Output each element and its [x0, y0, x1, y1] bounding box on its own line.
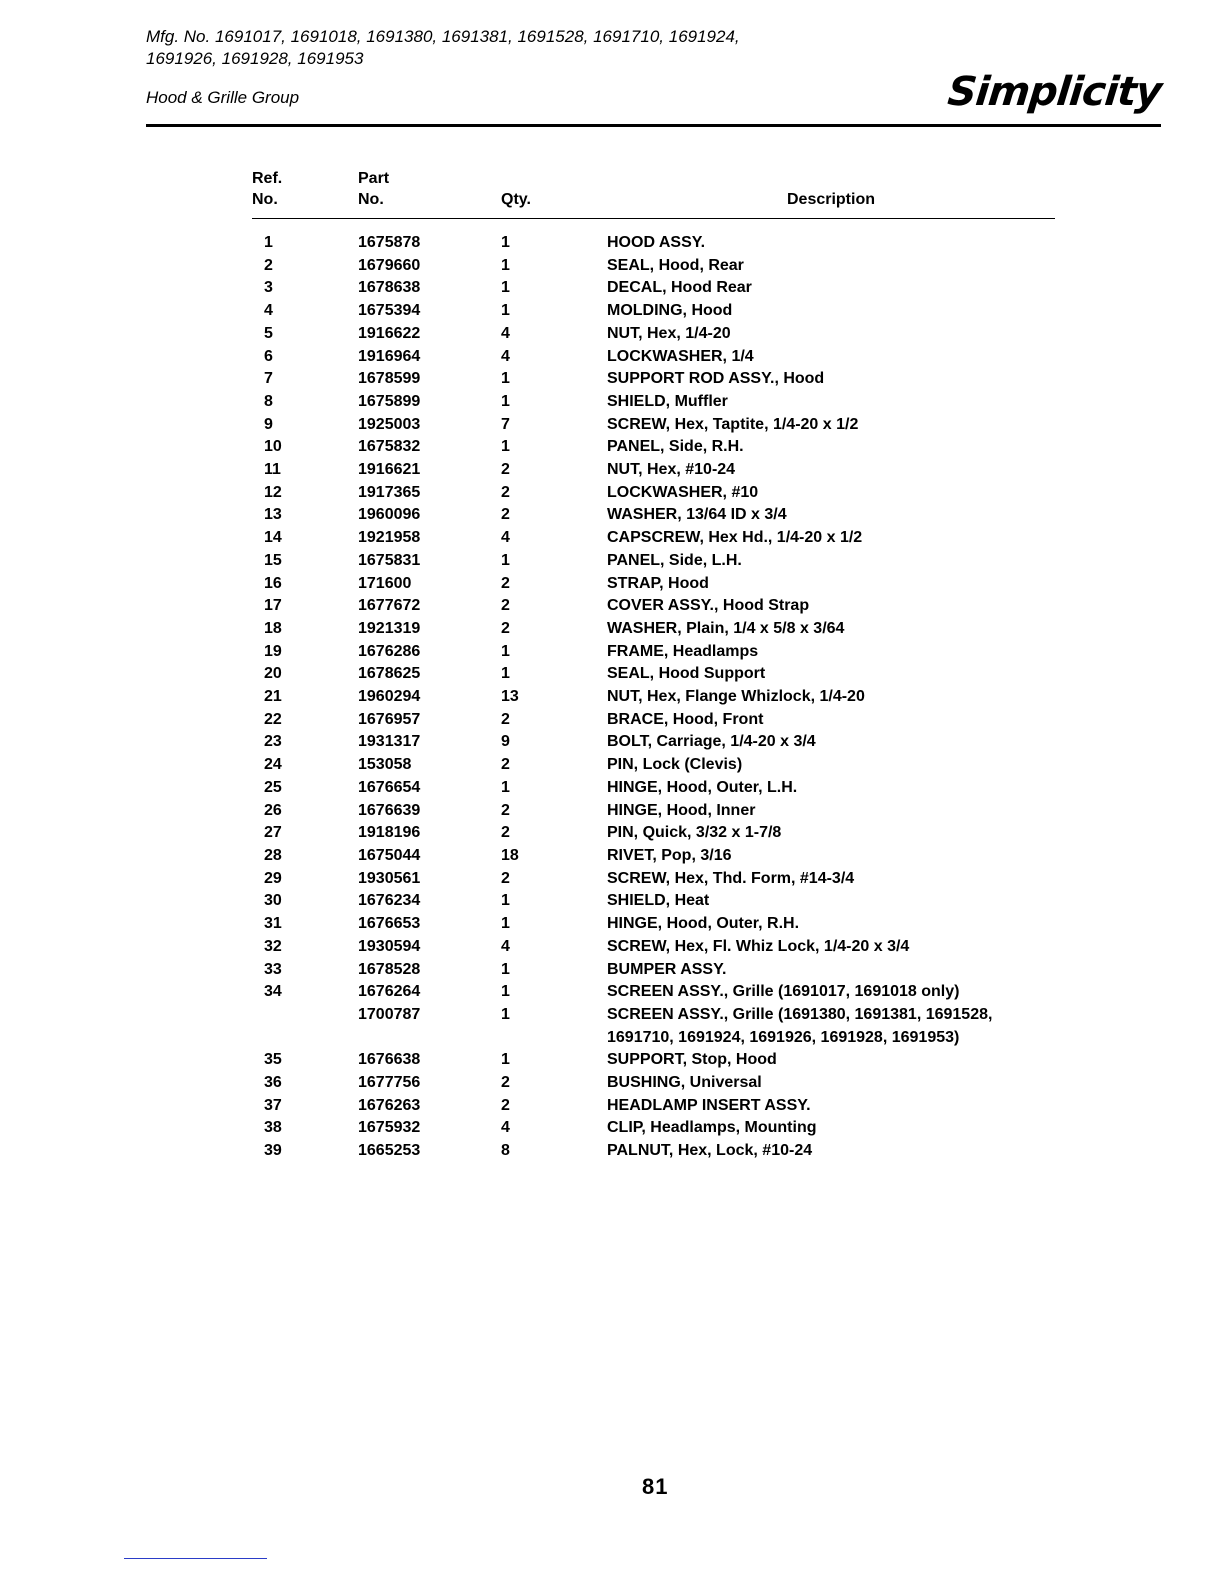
table-row	[252, 277, 1055, 300]
row-description: PALNUT, Hex, Lock, #10-24	[607, 1142, 813, 1160]
row-ref-no: 1	[264, 234, 273, 251]
row-description: WASHER, 13/64 ID x 3/4	[607, 506, 787, 524]
row-part-no: 1916622	[358, 324, 421, 342]
section-title: Hood & Grille Group	[146, 88, 300, 107]
row-ref-no: 35	[264, 1051, 282, 1069]
row-part-no: 1676286	[358, 642, 421, 660]
table-row	[252, 527, 1055, 550]
table-row	[252, 709, 1055, 732]
row-part-no: 1676654	[358, 778, 421, 796]
row-description: HINGE, Hood, Inner	[607, 801, 756, 819]
row-qty: 4	[501, 1119, 510, 1137]
row-part-no: 1960294	[358, 688, 421, 706]
row-qty: 2	[501, 710, 510, 728]
table-row	[252, 1004, 1055, 1049]
row-qty: 8	[501, 1142, 510, 1160]
brand-logo: Simplicity	[945, 69, 1164, 115]
row-description: CLIP, Headlamps, Mounting	[607, 1119, 817, 1137]
row-description: SUPPORT, Stop, Hood	[607, 1051, 777, 1069]
row-part-no: 1676638	[358, 1051, 421, 1069]
row-qty: 1	[501, 279, 510, 297]
row-qty: 2	[501, 461, 510, 479]
table-row	[252, 482, 1055, 505]
row-qty: 1	[501, 1051, 510, 1069]
mfg-numbers	[146, 26, 906, 70]
table-row	[252, 346, 1055, 369]
table-row	[252, 1049, 1055, 1072]
row-part-no: 1931317	[358, 733, 421, 751]
row-description: PANEL, Side, L.H.	[607, 551, 742, 569]
table-row	[252, 323, 1055, 346]
row-description: BOLT, Carriage, 1/4-20 x 3/4	[607, 733, 816, 751]
col-header-part: Part No.	[358, 168, 501, 219]
row-part-no: 1676263	[358, 1096, 421, 1114]
row-qty: 1	[501, 1005, 510, 1023]
table-row	[252, 641, 1055, 664]
col-header-ref: Ref. No.	[252, 168, 358, 219]
row-description: SCREW, Hex, Thd. Form, #14-3/4	[607, 869, 855, 887]
row-ref-no: 29	[264, 869, 282, 887]
row-description: CAPSCREW, Hex Hd., 1/4-20 x 1/2	[607, 529, 863, 547]
row-description: NUT, Hex, Flange Whizlock, 1/4-20	[607, 688, 865, 706]
parts-table	[252, 168, 1055, 1163]
row-qty: 9	[501, 733, 510, 751]
row-part-no: 1676234	[358, 892, 421, 910]
row-part-no: 1677756	[358, 1074, 421, 1092]
table-row	[252, 1095, 1055, 1118]
table-row	[252, 731, 1055, 754]
row-qty: 4	[501, 347, 510, 365]
table-row	[252, 504, 1055, 527]
row-qty: 1	[501, 665, 510, 683]
row-ref-no: 13	[264, 506, 282, 524]
row-part-no: 1921958	[358, 529, 421, 547]
row-qty: 18	[501, 846, 519, 864]
row-ref-no: 5	[264, 324, 273, 342]
page-number: 81	[642, 1474, 669, 1499]
row-qty: 1	[501, 551, 510, 569]
table-row	[252, 845, 1055, 868]
table-row	[252, 868, 1055, 891]
row-qty: 2	[501, 824, 510, 842]
footer-line	[124, 1558, 267, 1559]
row-qty: 1	[501, 302, 510, 320]
table-row	[252, 754, 1055, 777]
row-description: LOCKWASHER, 1/4	[607, 347, 754, 365]
table-row	[252, 981, 1055, 1004]
table-row	[252, 219, 1055, 255]
row-description-continued: 1691710, 1691924, 1691926, 1691928, 1691953)	[607, 1028, 960, 1046]
table-row	[252, 368, 1055, 391]
row-description: NUT, Hex, 1/4-20	[607, 324, 731, 342]
row-qty: 1	[501, 960, 510, 978]
table-row	[252, 822, 1055, 845]
row-qty: 1	[501, 370, 510, 388]
row-qty: 4	[501, 937, 510, 955]
row-description: WASHER, Plain, 1/4 x 5/8 x 3/64	[607, 619, 845, 637]
row-ref-no: 36	[264, 1074, 282, 1092]
row-ref-no: 32	[264, 937, 282, 955]
row-description: SCREEN ASSY., Grille (1691017, 1691018 only)	[607, 983, 960, 1001]
table-row	[252, 1072, 1055, 1095]
row-qty: 1	[501, 778, 510, 796]
row-part-no: 1676264	[358, 983, 421, 1001]
table-row	[252, 595, 1055, 618]
table-row	[252, 913, 1055, 936]
row-part-no: 1675899	[358, 392, 421, 410]
table-row	[252, 391, 1055, 414]
row-description: HEADLAMP INSERT ASSY.	[607, 1096, 811, 1114]
row-part-no: 1916964	[358, 347, 421, 365]
table-row	[252, 686, 1055, 709]
row-qty: 1	[501, 983, 510, 1001]
row-qty: 2	[501, 1074, 510, 1092]
table-row	[252, 550, 1055, 573]
table-row	[252, 800, 1055, 823]
row-ref-no: 33	[264, 960, 282, 978]
row-qty: 1	[501, 256, 510, 274]
table-row	[252, 777, 1055, 800]
row-description: MOLDING, Hood	[607, 302, 733, 320]
row-ref-no: 19	[264, 642, 282, 660]
mfg-numbers-line1: Mfg. No. 1691017, 1691018, 1691380, 1691381, 1691528, 1691710, 1691924,	[146, 27, 740, 46]
table-row	[252, 1117, 1055, 1140]
row-part-no: 1679660	[358, 256, 421, 274]
row-ref-no: 20	[264, 665, 282, 683]
row-description: SEAL, Hood, Rear	[607, 256, 744, 274]
row-ref-no: 4	[264, 302, 273, 320]
row-ref-no: 26	[264, 801, 282, 819]
row-description: PANEL, Side, R.H.	[607, 438, 744, 456]
row-part-no: 1930594	[358, 937, 421, 955]
row-qty: 1	[501, 234, 510, 251]
row-ref-no: 25	[264, 778, 282, 796]
row-ref-no: 8	[264, 392, 273, 410]
table-header-row	[252, 168, 1055, 219]
row-description: SCREW, Hex, Fl. Whiz Lock, 1/4-20 x 3/4	[607, 937, 910, 955]
col-header-description: Description	[607, 168, 1055, 219]
row-ref-no: 16	[264, 574, 282, 592]
row-ref-no: 30	[264, 892, 282, 910]
row-description: NUT, Hex, #10-24	[607, 461, 736, 479]
row-qty: 1	[501, 642, 510, 660]
row-description: RIVET, Pop, 3/16	[607, 846, 732, 864]
row-qty: 1	[501, 915, 510, 933]
row-ref-no: 10	[264, 438, 282, 456]
row-description: BUMPER ASSY.	[607, 960, 727, 978]
row-description: SHIELD, Heat	[607, 892, 710, 910]
mfg-numbers-line2: 1691926, 1691928, 1691953	[146, 49, 364, 68]
row-qty: 2	[501, 597, 510, 615]
row-qty: 2	[501, 619, 510, 637]
row-qty: 1	[501, 392, 510, 410]
row-ref-no: 38	[264, 1119, 282, 1137]
table-row	[252, 573, 1055, 596]
row-qty: 1	[501, 438, 510, 456]
row-part-no: 1676639	[358, 801, 421, 819]
row-ref-no: 12	[264, 483, 282, 501]
row-part-no: 1917365	[358, 483, 421, 501]
table-row	[252, 255, 1055, 278]
row-part-no: 171600	[358, 574, 412, 592]
row-description: BUSHING, Universal	[607, 1074, 762, 1092]
table-row	[252, 936, 1055, 959]
table-row	[252, 436, 1055, 459]
table-row	[252, 459, 1055, 482]
row-part-no: 1925003	[358, 415, 421, 433]
row-qty: 2	[501, 869, 510, 887]
row-part-no: 1675832	[358, 438, 421, 456]
row-ref-no: 14	[264, 529, 282, 547]
row-ref-no: 18	[264, 619, 282, 637]
row-qty: 1	[501, 892, 510, 910]
row-ref-no: 7	[264, 370, 273, 388]
row-qty: 2	[501, 1096, 510, 1114]
row-description: PIN, Lock (Clevis)	[607, 756, 743, 774]
row-description: SHIELD, Muffler	[607, 392, 728, 410]
row-ref-no: 39	[264, 1142, 282, 1160]
row-ref-no: 17	[264, 597, 282, 615]
row-description: BRACE, Hood, Front	[607, 710, 764, 728]
parts-table-body	[252, 219, 1055, 1163]
row-qty: 2	[501, 506, 510, 524]
row-part-no: 153058	[358, 756, 412, 774]
row-ref-no: 11	[264, 461, 281, 479]
row-ref-no: 31	[264, 915, 282, 933]
row-part-no: 1678625	[358, 665, 421, 683]
row-part-no: 1916621	[358, 461, 421, 479]
row-part-no: 1676653	[358, 915, 421, 933]
row-ref-no: 37	[264, 1096, 282, 1114]
table-row	[252, 890, 1055, 913]
row-ref-no: 3	[264, 279, 273, 297]
row-ref-no: 28	[264, 846, 282, 864]
table-row	[252, 300, 1055, 323]
row-qty: 4	[501, 324, 510, 342]
row-ref-no: 22	[264, 710, 282, 728]
row-part-no: 1678599	[358, 370, 421, 388]
row-ref-no: 23	[264, 733, 282, 751]
row-description: HOOD ASSY.	[607, 234, 706, 251]
row-part-no: 1921319	[358, 619, 421, 637]
row-part-no: 1678638	[358, 279, 421, 297]
row-ref-no: 21	[264, 688, 282, 706]
row-qty: 2	[501, 801, 510, 819]
row-ref-no: 24	[264, 756, 282, 774]
row-ref-no: 2	[264, 256, 273, 274]
row-description: SUPPORT ROD ASSY., Hood	[607, 370, 825, 388]
table-row	[252, 1140, 1055, 1163]
row-ref-no: 34	[264, 983, 282, 1001]
row-part-no: 1665253	[358, 1142, 421, 1160]
row-description: DECAL, Hood Rear	[607, 279, 752, 297]
row-ref-no: 6	[264, 347, 273, 365]
table-row	[252, 414, 1055, 437]
row-description: HINGE, Hood, Outer, R.H.	[607, 915, 800, 933]
row-description: LOCKWASHER, #10	[607, 483, 759, 501]
row-part-no: 1930561	[358, 869, 421, 887]
row-qty: 2	[501, 483, 510, 501]
row-description: SEAL, Hood Support	[607, 665, 766, 683]
row-description: COVER ASSY., Hood Strap	[607, 597, 810, 615]
table-row	[252, 959, 1055, 982]
row-description: HINGE, Hood, Outer, L.H.	[607, 778, 798, 796]
table-row	[252, 618, 1055, 641]
header-rule	[146, 124, 1161, 127]
row-description: SCREEN ASSY., Grille (1691380, 1691381, 1691528, 1691710, 1691924, 1691926, 1691928, 1691953)	[607, 1005, 993, 1046]
row-part-no: 1675932	[358, 1119, 421, 1137]
row-description: PIN, Quick, 3/32 x 1-7/8	[607, 824, 782, 842]
row-part-no: 1700787	[358, 1005, 421, 1023]
row-qty: 7	[501, 415, 510, 433]
row-description: FRAME, Headlamps	[607, 642, 759, 660]
row-part-no: 1676957	[358, 710, 421, 728]
row-part-no: 1675044	[358, 846, 421, 864]
row-qty: 2	[501, 574, 510, 592]
row-qty: 2	[501, 756, 510, 774]
row-part-no: 1918196	[358, 824, 421, 842]
row-ref-no: 9	[264, 415, 273, 433]
row-part-no: 1675831	[358, 551, 421, 569]
row-part-no: 1960096	[358, 506, 421, 524]
row-description: SCREW, Hex, Taptite, 1/4-20 x 1/2	[607, 415, 859, 433]
row-part-no: 1675878	[358, 234, 421, 251]
row-part-no: 1675394	[358, 302, 421, 320]
col-header-qty: Qty.	[501, 168, 607, 219]
row-description: STRAP, Hood	[607, 574, 709, 592]
row-part-no: 1678528	[358, 960, 421, 978]
row-ref-no: 27	[264, 824, 282, 842]
row-qty: 4	[501, 529, 510, 547]
row-ref-no	[252, 1004, 358, 1049]
table-row	[252, 663, 1055, 686]
row-qty: 13	[501, 688, 519, 706]
row-ref-no: 15	[264, 551, 282, 569]
row-part-no: 1677672	[358, 597, 421, 615]
